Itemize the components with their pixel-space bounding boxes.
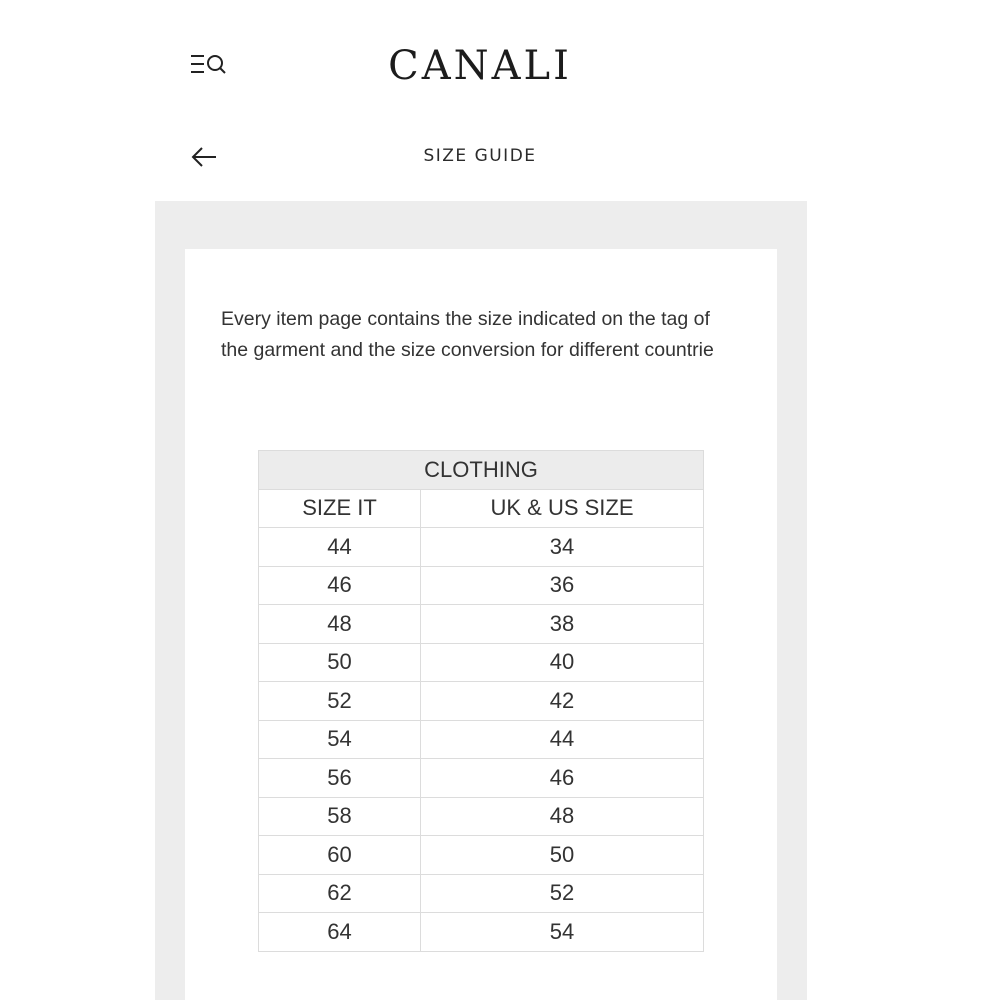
uk-us-size-cell: 36 — [421, 566, 704, 605]
column-header-size-it: SIZE IT — [259, 489, 421, 528]
uk-us-size-cell: 48 — [421, 797, 704, 836]
uk-us-size-cell: 54 — [421, 913, 704, 952]
size-it-cell: 50 — [259, 643, 421, 682]
uk-us-size-cell: 46 — [421, 759, 704, 798]
uk-us-size-cell: 42 — [421, 682, 704, 721]
size-it-cell: 58 — [259, 797, 421, 836]
size-it-cell: 60 — [259, 836, 421, 875]
table-row — [259, 797, 704, 836]
table-row — [259, 720, 704, 759]
menu-search-icon — [190, 52, 230, 78]
table-row — [259, 874, 704, 913]
size-guide-card — [185, 249, 777, 1000]
size-it-cell: 44 — [259, 528, 421, 567]
uk-us-size-cell: 44 — [421, 720, 704, 759]
uk-us-size-cell: 38 — [421, 605, 704, 644]
table-caption-row — [259, 451, 704, 490]
size-it-cell: 52 — [259, 682, 421, 721]
table-row — [259, 682, 704, 721]
intro-text: Every item page contains the size indicated on the tag of the garment and the size conversion for different countrie — [221, 307, 714, 361]
uk-us-size-cell: 52 — [421, 874, 704, 913]
size-it-cell: 54 — [259, 720, 421, 759]
arrow-left-icon — [190, 144, 220, 170]
table-caption: CLOTHING — [259, 451, 704, 490]
column-header-uk-us-size: UK & US SIZE — [421, 489, 704, 528]
page-title: SIZE GUIDE — [423, 146, 537, 166]
back-button[interactable] — [190, 144, 220, 170]
table-row — [259, 836, 704, 875]
table-row — [259, 566, 704, 605]
size-it-cell: 62 — [259, 874, 421, 913]
size-table — [258, 450, 704, 952]
size-guide-panel — [155, 201, 807, 1000]
size-it-cell: 64 — [259, 913, 421, 952]
table-row — [259, 643, 704, 682]
brand-logo[interactable]: CANALI — [388, 43, 572, 89]
size-it-cell: 56 — [259, 759, 421, 798]
uk-us-size-cell: 40 — [421, 643, 704, 682]
size-it-cell: 46 — [259, 566, 421, 605]
menu-search-button[interactable] — [190, 52, 230, 78]
table-row — [259, 759, 704, 798]
uk-us-size-cell: 34 — [421, 528, 704, 567]
table-row — [259, 528, 704, 567]
table-row — [259, 913, 704, 952]
table-row — [259, 605, 704, 644]
uk-us-size-cell: 50 — [421, 836, 704, 875]
size-it-cell: 48 — [259, 605, 421, 644]
table-header-row — [259, 489, 704, 528]
